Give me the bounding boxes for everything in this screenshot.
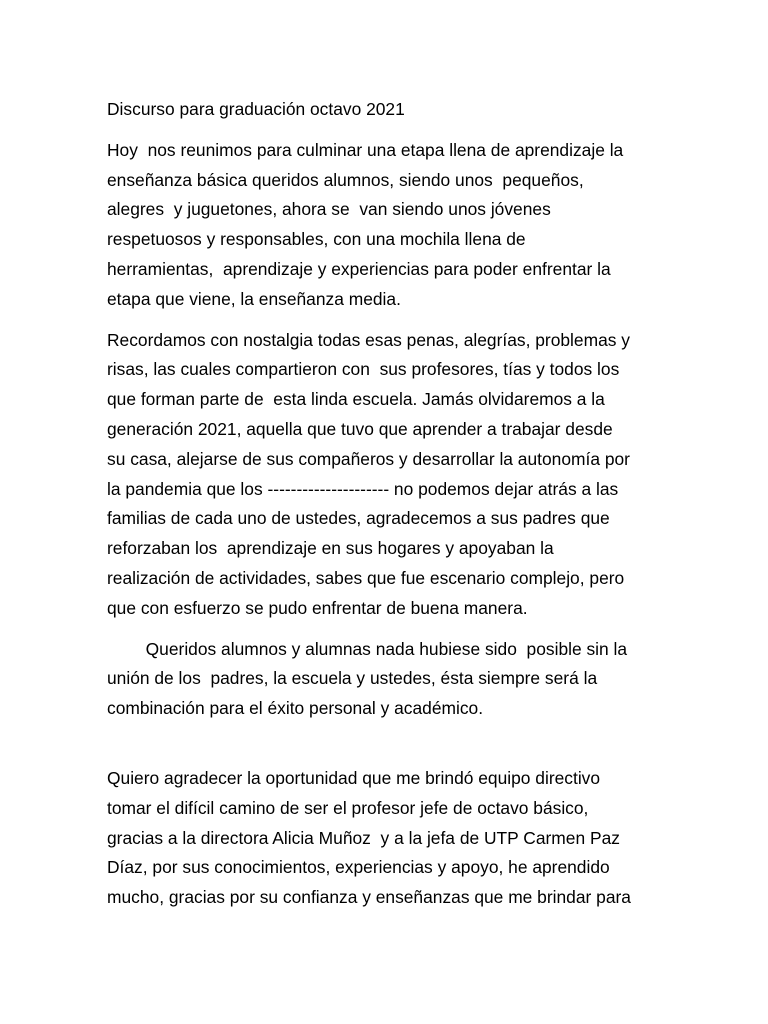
paragraph-line: combinación para el éxito personal y académico. xyxy=(107,698,484,719)
paragraph-line: Hoy nos reunimos para culminar una etapa llena de aprendizaje la xyxy=(107,139,624,160)
paragraph-line: Quiero agradecer la oportunidad que me brindó equipo directivo xyxy=(107,767,601,788)
document-title: Discurso para graduación octavo 2021 xyxy=(107,99,405,119)
paragraph-spacer xyxy=(107,315,667,326)
paragraph-line: que con esfuerzo se pudo enfrentar de buena manera. xyxy=(107,597,528,618)
paragraph-line: Díaz, por sus conocimientos, experiencias y apoyo, he aprendido xyxy=(107,857,610,878)
paragraph-1 xyxy=(107,136,667,315)
paragraph-line: reforzaban los aprendizaje en sus hogares y apoyaban la xyxy=(107,538,554,559)
paragraph-line: Queridos alumnos y alumnas nada hubiese sido posible sin la xyxy=(107,638,628,659)
paragraph-line: tomar el difícil camino de ser el profesor jefe de octavo básico, xyxy=(107,797,589,818)
paragraph-4 xyxy=(107,764,667,913)
paragraph-line: generación 2021, aquella que tuvo que aprender a trabajar desde xyxy=(107,418,613,439)
paragraph-line: que forman parte de esta linda escuela. Jamás olvidaremos a la xyxy=(107,389,605,410)
paragraph-line: herramientas, aprendizaje y experiencias para poder enfrentar la xyxy=(107,258,611,279)
paragraph-line: unión de los padres, la escuela y ustedes, ésta siempre será la xyxy=(107,668,598,689)
paragraph-line: enseñanza básica queridos alumnos, siendo unos pequeños, xyxy=(107,169,584,190)
paragraph-line: Recordamos con nostalgia todas esas penas, alegrías, problemas y xyxy=(107,329,630,350)
paragraph-spacer xyxy=(107,125,667,136)
paragraph-line: la pandemia que los --------------------- no podemos dejar atrás a las xyxy=(107,478,619,499)
paragraph-line: mucho, gracias por su confianza y enseñanzas que me brindar para xyxy=(107,887,631,908)
paragraph-line: su casa, alejarse de sus compañeros y desarrollar la autonomía por xyxy=(107,448,630,469)
paragraph-line: familias de cada uno de ustedes, agradecemos a sus padres que xyxy=(107,508,610,529)
document-body xyxy=(107,95,667,913)
paragraph-line: alegres y juguetones, ahora se van siendo unos jóvenes xyxy=(107,199,551,220)
paragraph-line: etapa que viene, la enseñanza media. xyxy=(107,288,401,309)
paragraph-spacer xyxy=(107,724,667,764)
paragraph-line: risas, las cuales compartieron con sus profesores, tías y todos los xyxy=(107,359,620,380)
paragraph-2 xyxy=(107,326,667,624)
paragraph-3 xyxy=(107,635,667,724)
paragraph-line: respetuosos y responsables, con una mochila llena de xyxy=(107,229,526,250)
paragraph-line: gracias a la directora Alicia Muñoz y a la jefa de UTP Carmen Paz xyxy=(107,827,620,848)
paragraph-spacer xyxy=(107,624,667,635)
paragraph-line: realización de actividades, sabes que fue escenario complejo, pero xyxy=(107,567,625,588)
